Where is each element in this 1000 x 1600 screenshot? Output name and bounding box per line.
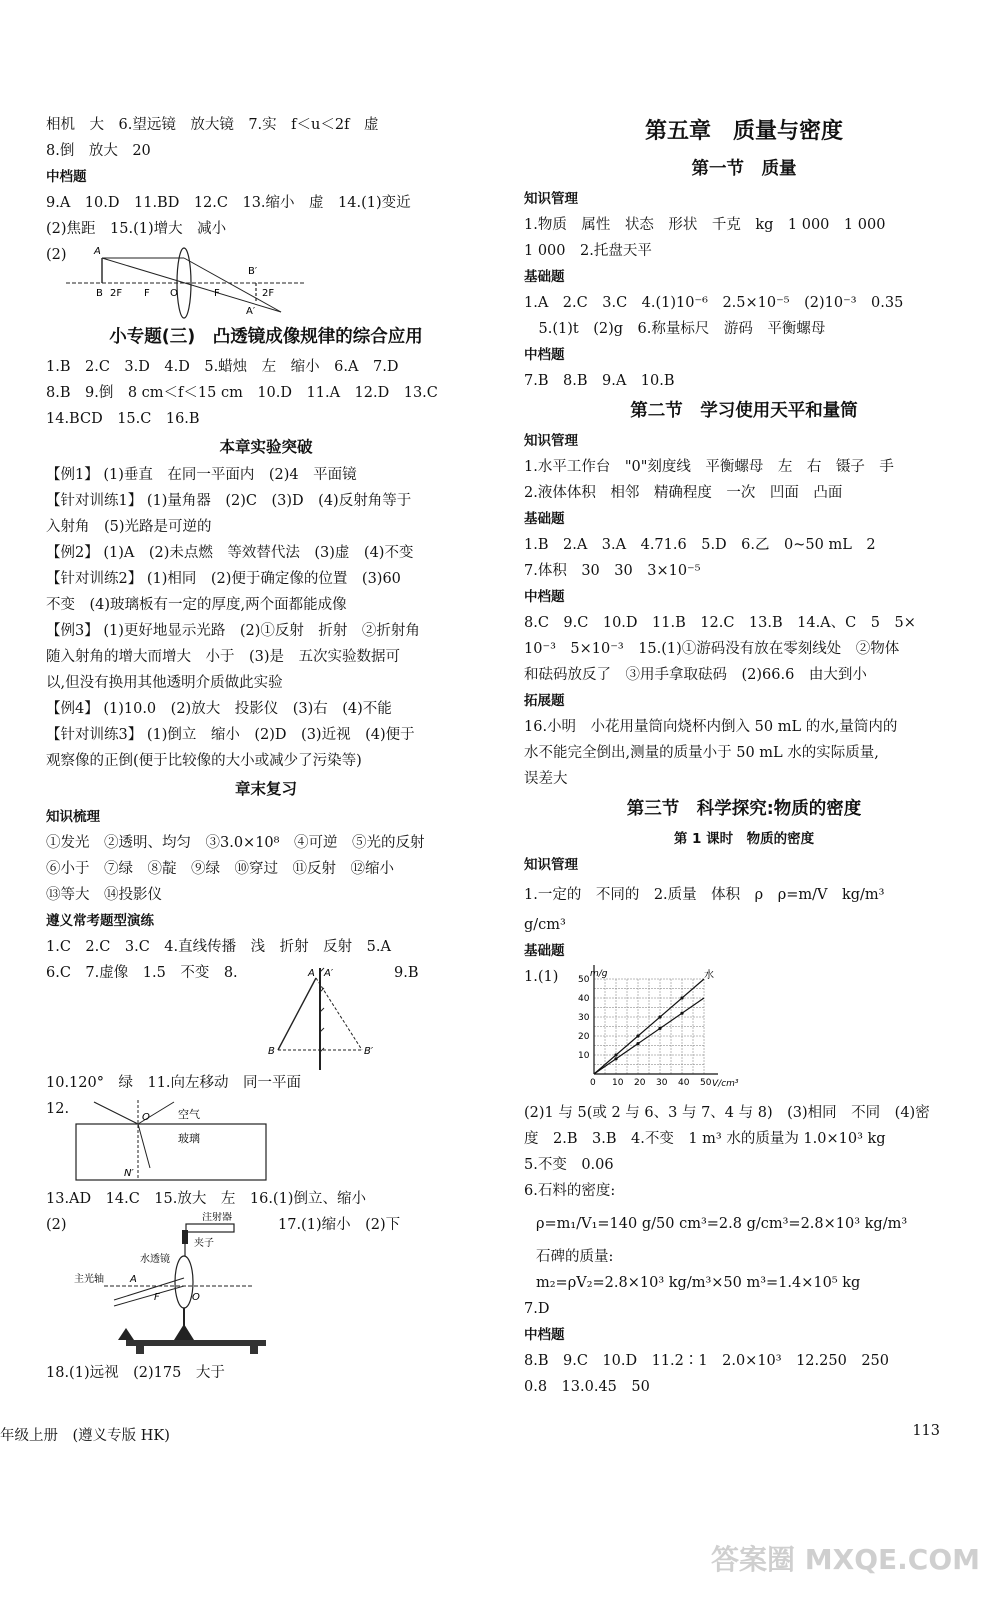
clamp-label: 夹子 — [194, 1238, 214, 1249]
answer-line: 8.倒 放大 20 — [46, 143, 151, 159]
y-tick-label: 40 — [578, 994, 590, 1004]
chapter-title: 第五章 质量与密度 — [644, 119, 843, 144]
plane-mirror-diagram — [266, 962, 386, 1072]
section-heading: 中档题 — [46, 169, 87, 185]
section-heading: 基础题 — [524, 943, 565, 959]
data-point — [636, 1034, 639, 1037]
main-axis-label: 主光轴 — [74, 1274, 104, 1285]
x-tick-label: 0 — [590, 1078, 596, 1088]
bench-question-block — [46, 1212, 486, 1360]
answer-line: 9.A 10.D 11.BD 12.C 13.缩小 虚 14.(1)变近 — [46, 195, 411, 211]
image-a-label: A′ — [324, 968, 334, 979]
section-title: 本章实验突破 — [219, 438, 313, 456]
answer-line: 不变 (4)玻璃板有一定的厚度,两个面都能成像 — [46, 597, 347, 613]
answer-line: 相机 大 6.望远镜 放大镜 7.实 f＜u＜2f 虚 — [46, 117, 379, 133]
answer-line: 5.不变 0.06 — [524, 1157, 614, 1173]
answer-line: 1.B 2.C 3.D 4.D 5.蜡烛 左 缩小 6.A 7.D — [46, 359, 399, 375]
answer-line: 1.物质 属性 状态 形状 千克 kg 1 000 1 000 — [524, 217, 886, 233]
right-column — [524, 112, 964, 1400]
optical-bench-diagram — [74, 1212, 274, 1354]
image-b-label: B′ — [364, 1046, 374, 1057]
x-tick-label: 20 — [634, 1078, 646, 1088]
section-heading: 中档题 — [524, 347, 565, 363]
answer-line: 2.液体体积 相邻 精确程度 一次 凹面 凸面 — [524, 485, 843, 501]
answer-line: 【针对训练1】 (1)量角器 (2)C (3)D (4)反射角等于 — [46, 493, 412, 509]
y-tick-label: 30 — [578, 1013, 590, 1023]
section-title: 章末复习 — [234, 780, 297, 798]
y-tick-label: 20 — [578, 1032, 590, 1042]
answer-line: 10.120° 绿 11.向左移动 同一平面 — [46, 1075, 302, 1091]
answer-line: 【针对训练3】 (1)倒立 缩小 (2)D (3)近视 (4)便于 — [46, 727, 415, 743]
x-axis-label: V/cm³ — [712, 1079, 739, 1089]
point-a-label: A — [130, 1274, 137, 1285]
answer-line: 石碑的质量: — [536, 1249, 614, 1265]
density-formula: ρ=m₁/V₁=140 g/50 cm³=2.8 g/cm³=2.8×10³ kg/m³ — [536, 1216, 908, 1232]
glass-label: 玻璃 — [178, 1132, 200, 1145]
lens-label: (2) — [46, 247, 67, 263]
mirror-question-block — [46, 960, 486, 1070]
section-title: 第二节 学习使用天平和量筒 — [630, 401, 858, 421]
answer-line: 随入射角的增大而增大 小于 (3)是 五次实验数据可 — [46, 649, 401, 665]
answer-line: 水不能完全倒出,测量的质量小于 50 mL 水的实际质量, — [524, 745, 879, 761]
answer-line: 以,但没有换用其他透明介质做此实验 — [46, 675, 283, 691]
section-heading: 知识梳理 — [46, 809, 100, 825]
graph-question-block — [524, 964, 964, 1100]
point-b-label: B — [268, 1046, 275, 1057]
watermark-logo — [711, 1538, 980, 1578]
point-a-label: A — [94, 246, 101, 257]
point-a-label: A — [308, 968, 315, 979]
answer-line: 6.石料的密度: — [524, 1183, 616, 1199]
answer-line: 13.AD 14.C 15.放大 左 16.(1)倒立、缩小 — [46, 1191, 366, 1207]
mass-formula: m₂=ρV₂=2.8×10³ kg/m³×50 m³=1.4×10⁵ kg — [536, 1275, 861, 1291]
section-heading: 中档题 — [524, 589, 565, 605]
page-number: 113 — [912, 1423, 940, 1439]
water-lens-label: 水透镜 — [140, 1254, 170, 1265]
answer-line: 观察像的正倒(便于比较像的大小或减少了污染等) — [46, 753, 362, 769]
data-point — [636, 1042, 639, 1045]
answer-line: 8.B 9.C 10.D 11.2∶1 2.0×10³ 12.250 250 — [524, 1353, 889, 1369]
answer-line: 17.(1)缩小 (2)下 — [278, 1217, 401, 1233]
center-o-label: O — [142, 1112, 150, 1123]
answer-line: (2)焦距 15.(1)增大 减小 — [46, 221, 227, 237]
subsection-title: 第 1 课时 物质的密度 — [673, 831, 815, 847]
section-heading: 知识管理 — [524, 857, 578, 873]
answer-line: 7.体积 30 30 3×10⁻⁵ — [524, 563, 701, 579]
answer-line: 1.一定的 不同的 2.质量 体积 ρ ρ=m/V kg/m³ — [524, 887, 885, 903]
answer-line: ①发光 ②透明、均匀 ③3.0×10⁸ ④可逆 ⑤光的反射 — [46, 835, 425, 851]
x-tick-label: 40 — [678, 1078, 690, 1088]
x-tick-label: 30 — [656, 1078, 668, 1088]
data-point — [658, 1027, 661, 1030]
answer-line: 1.水平工作台 "0"刻度线 平衡螺母 左 右 镊子 手 — [524, 459, 894, 475]
answer-line: 1.C 2.C 3.C 4.直线传播 浅 折射 反射 5.A — [46, 939, 391, 955]
answer-line: 【例3】 (1)更好地显示光路 (2)①反射 折射 ②折射角 — [46, 623, 420, 639]
focus-f-label: F — [214, 288, 220, 299]
question-number: 12. — [46, 1101, 70, 1117]
section-heading: 知识管理 — [524, 433, 578, 449]
answer-line: 和砝码放反了 ③用手拿取砝码 (2)66.6 由大到小 — [524, 667, 867, 683]
answer-line: 5.(1)t (2)g 6.称量标尺 游码 平衡螺母 — [524, 321, 826, 337]
answer-line: 8.C 9.C 10.D 11.B 12.C 13.B 14.A、C 5 5× — [524, 615, 916, 631]
answer-line: 【例1】 (1)垂直 在同一平面内 (2)4 平面镜 — [46, 467, 357, 483]
answer-line: 0.8 13.0.45 50 — [524, 1379, 650, 1395]
answer-line: 6.C 7.虚像 1.5 不变 8. — [46, 965, 238, 981]
point-b-label: B — [96, 288, 103, 299]
air-label: 空气 — [178, 1108, 200, 1121]
answer-line: g/cm³ — [524, 917, 566, 933]
injector-label: 注射器 — [202, 1212, 232, 1223]
left-column — [46, 112, 486, 1386]
answer-line: (2) — [46, 1217, 67, 1233]
answer-line: 【例2】 (1)A (2)未点燃 等效替代法 (3)虚 (4)不变 — [46, 545, 414, 561]
focus-f-label: F — [144, 288, 150, 299]
image-a-label: A′ — [246, 306, 256, 317]
data-point — [680, 1012, 683, 1015]
focus-f-label: F — [154, 1292, 160, 1303]
answer-line: 入射角 (5)光路是可逆的 — [46, 519, 212, 535]
answer-line: 9.B — [394, 965, 419, 981]
data-point — [680, 996, 683, 999]
section-title: 小专题(三) 凸透镜成像规律的综合应用 — [109, 327, 423, 347]
section-heading: 基础题 — [524, 269, 565, 285]
answer-line: 18.(1)远视 (2)175 大于 — [46, 1365, 225, 1381]
image-b-label: B′ — [248, 266, 258, 277]
section-heading: 知识管理 — [524, 191, 578, 207]
y-axis-label: m/g — [590, 969, 608, 979]
section-heading: 中档题 — [524, 1327, 565, 1343]
watermark-text: 答案圈 MXQE.COM — [711, 1543, 980, 1576]
lens-diagram — [46, 242, 486, 320]
refraction-question-block — [46, 1096, 486, 1186]
answer-line: 1.B 2.A 3.A 4.71.6 5.D 6.乙 0~50 mL 2 — [524, 537, 876, 553]
refraction-diagram — [74, 1096, 274, 1186]
section-heading: 基础题 — [524, 511, 565, 527]
y-tick-label: 10 — [578, 1051, 590, 1061]
y-tick-label: 50 — [578, 975, 590, 985]
answer-line: 度 2.B 3.B 4.不变 1 m³ 水的质量为 1.0×10³ kg — [524, 1131, 886, 1147]
mass-volume-graph — [554, 964, 754, 1100]
answer-line: (2)1 与 5(或 2 与 6、3 与 7、4 与 8) (3)相同 不同 (4)密 — [524, 1105, 930, 1121]
answer-line: 误差大 — [524, 771, 568, 787]
focus-2f-label: 2F — [262, 288, 275, 299]
x-tick-label: 10 — [612, 1078, 624, 1088]
data-point — [614, 1053, 617, 1056]
water-series-label: 水 — [704, 970, 714, 981]
answer-line: 7.B 8.B 9.A 10.B — [524, 373, 675, 389]
answer-line: 【针对训练2】 (1)相同 (2)便于确定像的位置 (3)60 — [46, 571, 401, 587]
answer-line: 8.B 9.倒 8 cm＜f＜15 cm 10.D 11.A 12.D 13.C — [46, 385, 438, 401]
page-footer: 年级上册 (遵义专版 HK) — [0, 1428, 170, 1444]
normal-n-label: N′ — [124, 1168, 134, 1179]
section-title: 第一节 质量 — [691, 159, 797, 179]
answer-line: 10⁻³ 5×10⁻³ 15.(1)①游码没有放在零刻线处 ②物体 — [524, 641, 900, 657]
convex-lens-ray-diagram — [66, 242, 326, 320]
answer-line: 【例4】 (1)10.0 (2)放大 投影仪 (3)右 (4)不能 — [46, 701, 392, 717]
section-heading: 拓展题 — [524, 693, 565, 709]
answer-line: ⑬等大 ⑭投影仪 — [46, 887, 162, 903]
focus-2f-label: 2F — [110, 288, 123, 299]
answer-line: 7.D — [524, 1301, 550, 1317]
section-heading: 遵义常考题型演练 — [46, 913, 154, 929]
answer-line: 1.A 2.C 3.C 4.(1)10⁻⁶ 2.5×10⁻⁵ (2)10⁻³ 0.35 — [524, 295, 904, 311]
answer-line: 16.小明 小花用量筒向烧杯内倒入 50 mL 的水,量筒内的 — [524, 719, 898, 735]
question-number: 1.(1) — [524, 969, 559, 985]
data-point — [614, 1057, 617, 1060]
answer-line: ⑥小于 ⑦绿 ⑧靛 ⑨绿 ⑩穿过 ⑪反射 ⑫缩小 — [46, 861, 394, 877]
answer-line: 1 000 2.托盘天平 — [524, 243, 652, 259]
center-o-label: O — [192, 1292, 200, 1303]
center-o-label: O — [170, 288, 178, 299]
data-point — [658, 1015, 661, 1018]
answer-line: 14.BCD 15.C 16.B — [46, 411, 200, 427]
section-title: 第三节 科学探究:物质的密度 — [626, 799, 862, 819]
x-tick-label: 50 — [700, 1078, 712, 1088]
